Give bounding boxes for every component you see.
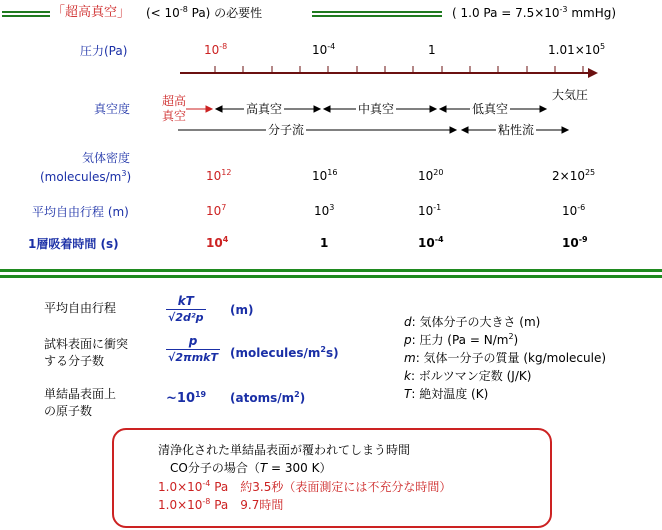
density-value-1: $10^{12}$ <box>206 168 232 183</box>
section-separator-top <box>0 269 662 272</box>
formula-mfp-label: 平均自由行程 <box>44 301 117 315</box>
viscous-flow-label: 粘性流 <box>498 123 535 137</box>
legend-k: k: ボルツマン定数 (J/K) <box>404 369 532 383</box>
legend-d: d: 気体分子の大きさ (m) <box>404 315 541 329</box>
formula-flux-label-2: する分子数 <box>44 354 105 368</box>
molecular-flow-label: 分子流 <box>268 123 305 137</box>
box-co-case: CO分子の場合（T = 300 K） <box>170 461 332 475</box>
formula-atoms-label-2: の原子数 <box>44 404 93 418</box>
uhv-label-2: 真空 <box>162 109 187 123</box>
density-unit: $(molecules/m^3)$ <box>40 169 132 184</box>
formula-atoms-unit: $(atoms/m^2)$ <box>230 390 306 405</box>
mfp-label: 平均自由行程 (m) <box>32 205 129 219</box>
section-separator-bottom <box>0 275 662 278</box>
lv-label: 低真空 <box>472 102 509 116</box>
unit-conversion: ( 1.0 $Pa = 7.5\times 10^{-3}$ mmHg) <box>452 5 617 20</box>
formula-atoms-label-1: 単結晶表面上 <box>44 387 117 401</box>
legend-p: p: 圧力 $(Pa = N/m^2)$ <box>404 332 519 347</box>
adsorption-time-value-3: $10^{-4}$ <box>418 235 444 250</box>
uhv-label-1: 超高 <box>162 94 187 108</box>
adsorption-time-value-4: $10^{-9}$ <box>562 235 588 250</box>
atm-label: 大気圧 <box>552 88 589 102</box>
hv-label: 高真空 <box>246 102 283 116</box>
formula-flux-unit: $(molecules/m^2s)$ <box>230 345 339 360</box>
formula-atoms-value: $\sim 10^{19}$ <box>166 390 207 406</box>
adsorption-time-value-1: $10^4$ <box>206 235 229 250</box>
adsorption-time-label: 1層吸着時間 (s) <box>28 237 119 251</box>
formula-flux-fraction: p √2πmkT <box>168 334 218 364</box>
adsorption-time-value-2: 1 <box>320 236 329 250</box>
mv-label: 中真空 <box>358 102 395 116</box>
legend-t: T: 絶対温度 (K) <box>404 387 489 401</box>
formula-mfp-fraction: kT √2d²p <box>168 294 204 324</box>
pressure-tick-1: $10^{-8}$ <box>204 42 228 57</box>
density-label: 気体密度 <box>82 151 131 165</box>
pressure-tick-3: 1 <box>428 43 436 57</box>
vacuum-label: 真空度 <box>94 102 131 116</box>
pressure-tick-4: $1.01\times 10^5$ <box>548 42 606 57</box>
page-title: 「超高真空」 <box>52 5 131 20</box>
box-title: 清浄化された単結晶表面が覆われてしまう時間 <box>158 443 411 457</box>
page-subtitle: (< $10^{-8}$ Pa) の必要性 <box>146 5 263 20</box>
formula-flux-label-1: 試料表面に衝突 <box>44 337 129 351</box>
mfp-value-1: $10^7$ <box>206 203 227 218</box>
density-value-2: $10^{16}$ <box>312 168 338 183</box>
pressure-label: 圧力(Pa) <box>80 44 128 58</box>
legend-m: m: 気体一分子の質量 (kg/molecule) <box>404 351 607 365</box>
mfp-value-4: $10^{-6}$ <box>562 203 586 218</box>
density-value-4: $2\times 10^{25}$ <box>552 168 596 183</box>
density-value-3: $10^{20}$ <box>418 168 444 183</box>
box-line-1e-8: $1.0\times 10^{-8}$ Pa 9.7時間 <box>158 497 284 512</box>
mfp-value-3: $10^{-1}$ <box>418 203 442 218</box>
mfp-value-2: $10^3$ <box>314 203 335 218</box>
pressure-tick-2: $10^{-4}$ <box>312 42 336 57</box>
box-line-1e-4: $1.0\times 10^{-4}$ Pa 約3.5秒（表面測定には不充分な時間） <box>158 479 452 494</box>
formula-mfp-unit: (m) <box>230 303 254 317</box>
